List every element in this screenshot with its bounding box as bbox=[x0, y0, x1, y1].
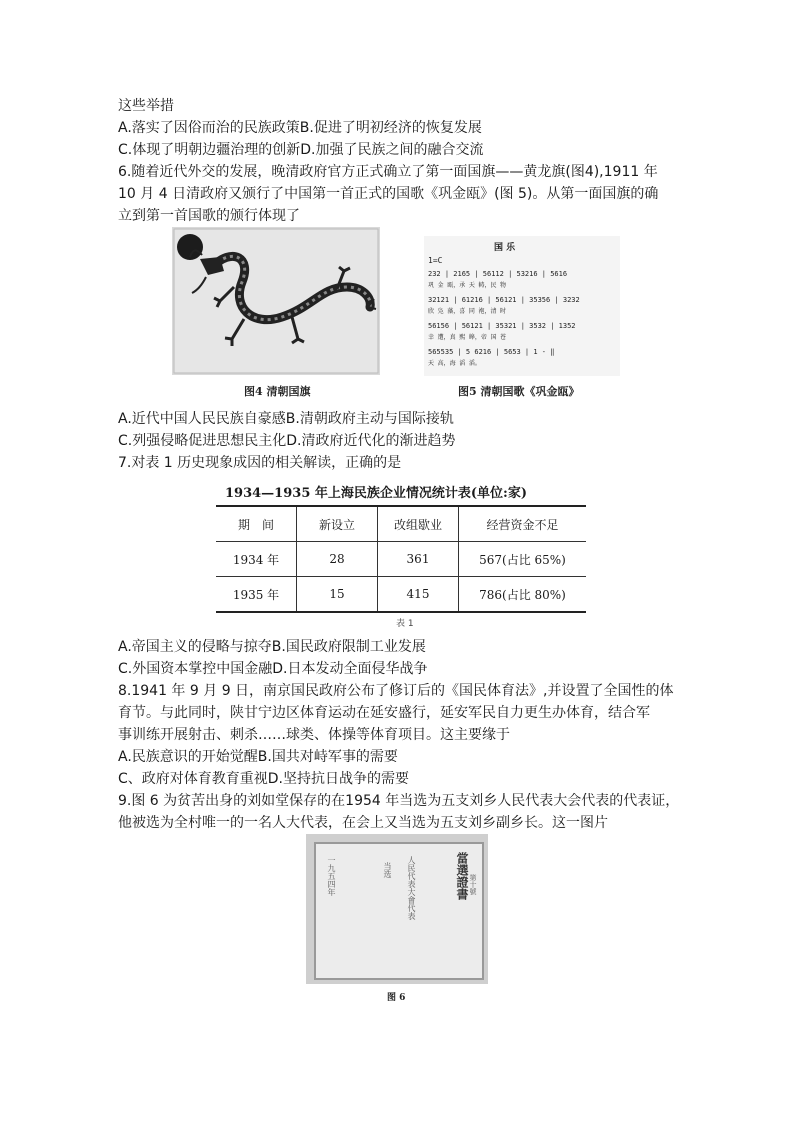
figure-4-caption: 图4 清朝国旗 bbox=[244, 385, 311, 398]
option-line: C.外国资本掌控中国金融D.日本发动全面侵华战争 bbox=[118, 661, 428, 677]
table-cell: 15 bbox=[297, 577, 378, 613]
question-line: 9.图 6 为贫苦出身的刘如堂保存的在1954 年当选为五支刘乡人民代表大会代表的代表证， bbox=[118, 793, 680, 809]
table-cell: 1934 年 bbox=[216, 542, 297, 577]
score-lyrics: 巩 金 瓯，承 天 帱，民 物 bbox=[428, 282, 507, 289]
column-header: 改组歇业 bbox=[378, 506, 459, 542]
table-cell: 415 bbox=[378, 577, 459, 613]
question-line: 10 月 4 日清政府又颁行了中国第一首正式的国歌《巩金瓯》(图 5)。从第一面国旗的确 bbox=[118, 186, 659, 202]
table-cell: 567(占比 65%) bbox=[459, 542, 587, 577]
representative-certificate-figure bbox=[306, 834, 488, 984]
table-title: 1934—1935 年上海民族企业情况统计表(单位:家) bbox=[225, 486, 527, 501]
option-line: C.体现了明朝边疆治理的创新D.加强了民族之间的融合交流 bbox=[118, 142, 484, 158]
score-notes: 32121 | 61216 | 56121 | 35356 | 3232 bbox=[428, 296, 580, 304]
score-notes: 56156 | 56121 | 35321 | 3532 | 1352 bbox=[428, 322, 576, 330]
question-line: 6.随着近代外交的发展，晚清政府官方正式确立了第一面国旗——黄龙旗(图4),1911 年 bbox=[118, 164, 658, 180]
option-line: C、政府对体育教育重视D.坚持抗日战争的需要 bbox=[118, 771, 410, 787]
option-line: A.民族意识的开始觉醒B.国共对峙军事的需要 bbox=[118, 749, 398, 765]
table-row bbox=[216, 542, 586, 577]
certificate-title: 當選證書 bbox=[455, 852, 469, 900]
question-line: 他被选为全村唯一的一名人大代表，在会上又当选为五支刘乡副乡长。这一图片 bbox=[118, 815, 608, 831]
score-lyrics: 欣 凫 藻，喜 同 袍，清 时 bbox=[428, 308, 507, 315]
score-notes: 565535 | 5 6216 | 5653 | 1 - ‖ bbox=[428, 348, 555, 356]
enterprise-stats-table bbox=[216, 505, 586, 613]
table-header-row bbox=[216, 506, 586, 542]
score-notes: 232 | 2165 | 56112 | 53216 | 5616 bbox=[428, 270, 568, 278]
certificate-serial: 第十號 bbox=[469, 874, 477, 895]
option-line: A.帝国主义的侵略与掠夺B.国民政府限制工业发展 bbox=[118, 639, 426, 655]
table-row bbox=[216, 577, 586, 613]
table-cell: 786(占比 80%) bbox=[459, 577, 587, 613]
score-lyrics: 幸 遭，真 熙 皞，帝 国 苍 bbox=[428, 334, 507, 341]
score-heading: 国 乐 bbox=[494, 243, 516, 253]
table-cell: 1935 年 bbox=[216, 577, 297, 613]
question-line: 事训练开展射击、刺杀……球类、体操等体育项目。这主要缘于 bbox=[118, 727, 510, 743]
score-key: 1=C bbox=[428, 256, 443, 265]
table-cell: 361 bbox=[378, 542, 459, 577]
table-note: 表 1 bbox=[396, 619, 414, 629]
question-line: 7.对表 1 历史现象成因的相关解读，正确的是 bbox=[118, 455, 402, 471]
text-line: 这些举措 bbox=[118, 98, 174, 114]
column-header: 新设立 bbox=[297, 506, 378, 542]
qing-flag-figure bbox=[172, 227, 380, 375]
question-line: 8.1941 年 9 月 9 日，南京国民政府公布了修订后的《国民体育法》,并设置了全国性的体 bbox=[118, 683, 674, 699]
option-line: C.列强侵略促进思想民主化D.清政府近代化的渐进趋势 bbox=[118, 433, 456, 449]
question-line: 立到第一首国歌的颁行体现了 bbox=[118, 208, 300, 224]
question-line: 育节。与此同时，陕甘宁边区体育运动在延安盛行，延安军民自力更生办体育，结合军 bbox=[118, 705, 650, 721]
certificate-body: 人民代表大會代表 bbox=[407, 856, 416, 920]
certificate-date: 一九五四年 bbox=[327, 856, 336, 896]
figure-6-caption: 图 6 bbox=[387, 993, 406, 1003]
option-line: A.近代中国人民民族自豪感B.清朝政府主动与国际接轨 bbox=[118, 411, 454, 427]
column-header: 期 间 bbox=[216, 506, 297, 542]
table-cell: 28 bbox=[297, 542, 378, 577]
certificate-side-text: 当选 bbox=[383, 862, 392, 878]
yellow-dragon-flag-image bbox=[172, 227, 380, 375]
column-header: 经营资金不足 bbox=[459, 506, 587, 542]
option-line: A.落实了因俗而治的民族政策B.促进了明初经济的恢复发展 bbox=[118, 120, 482, 136]
anthem-score-figure bbox=[424, 236, 620, 376]
figure-5-caption: 图5 清朝国歌《巩金瓯》 bbox=[458, 385, 580, 398]
score-lyrics: 天 高，海 滔 滔。 bbox=[428, 360, 481, 367]
